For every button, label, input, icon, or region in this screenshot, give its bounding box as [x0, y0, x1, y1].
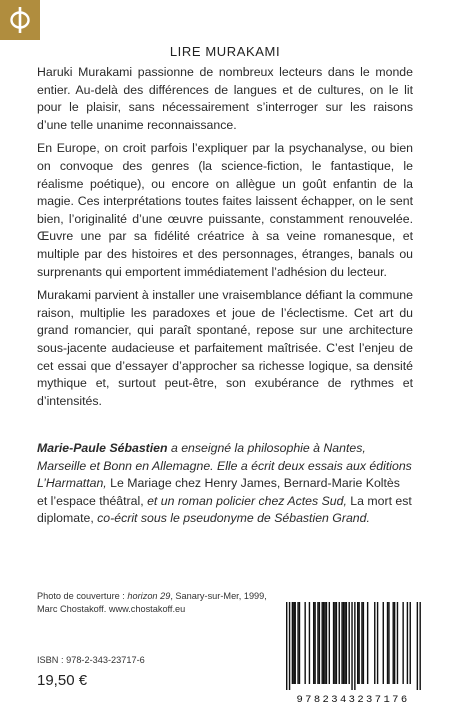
- barcode-bar: [393, 602, 394, 684]
- bio-segment-4: et un roman policier chez Actes Sud,: [147, 493, 351, 508]
- barcode: [277, 598, 429, 708]
- barcode-bar: [326, 602, 327, 684]
- barcode-bar: [394, 602, 395, 684]
- credit-prefix: Photo de couverture :: [37, 591, 128, 601]
- barcode-bar: [297, 602, 298, 684]
- author-name: Marie-Paule Sébastien: [37, 441, 168, 455]
- barcode-bar: [317, 602, 318, 684]
- barcode-bar: [334, 602, 335, 684]
- barcode-bar: [377, 602, 378, 684]
- barcode-bar: [322, 602, 323, 684]
- barcode-bar: [354, 602, 355, 690]
- barcode-bar: [417, 602, 418, 690]
- barcode-bar: [324, 602, 325, 684]
- barcode-bar: [402, 602, 403, 684]
- photo-credit: [37, 590, 297, 616]
- barcode-bars: [277, 598, 429, 694]
- barcode-bar: [336, 602, 337, 684]
- barcode-bar: [388, 602, 389, 684]
- barcode-bar: [319, 602, 320, 684]
- barcode-bar: [348, 602, 349, 684]
- barcode-bar: [361, 602, 362, 684]
- blurb: [37, 64, 413, 416]
- barcode-bar: [292, 602, 293, 684]
- price: 19,50 €: [37, 672, 88, 689]
- bio-segment-3: Le Mariage chez Henry James, Bernard-Marie Koltès et l’espace théâtral,: [37, 476, 400, 508]
- barcode-bar: [339, 602, 340, 684]
- isbn: ISBN : 978-2-343-23717-6: [37, 655, 145, 665]
- bio-segment-5: La mort est diplomate,: [37, 493, 412, 526]
- barcode-bar: [293, 602, 294, 684]
- phi-logo-icon: [0, 0, 40, 40]
- barcode-bar: [309, 602, 310, 684]
- barcode-bar: [346, 602, 347, 684]
- barcode-bar: [343, 602, 344, 684]
- credit-line2: Marc Chostakoff. www.chostakoff.eu: [37, 604, 186, 614]
- credit-rest: , Sanary-sur-Mer, 1999,: [170, 591, 267, 601]
- barcode-bar: [351, 602, 352, 690]
- barcode-bar: [313, 602, 314, 684]
- barcode-bar: [304, 602, 305, 684]
- barcode-number: 9782343237176: [296, 694, 410, 706]
- bio-segment-1: a enseigné la philosophie à Nantes, Marseille et Bonn en Allemagne. Elle a écrit deux essais aux éditions: [37, 441, 412, 473]
- blurb-paragraph-1: Haruki Murakami passionne de nombreux lecteurs dans le monde entier. Au-delà des différences de langues et de cultures, on le lit pour le plaisir, sans nécessairement s’interroger sur les raisons d’une telle unanime reconnaissance.: [37, 65, 413, 132]
- barcode-bar: [341, 602, 342, 684]
- barcode-bar: [363, 602, 364, 684]
- barcode-bar: [299, 602, 300, 684]
- barcode-bar: [387, 602, 388, 684]
- barcode-bar: [374, 602, 375, 684]
- book-title: LIRE MURAKAMI: [169, 44, 281, 59]
- blurb-paragraph-3: Murakami parvient à installer une vraisemblance défiant la commune raison, multiplie les paradoxes et joue de l’éclectisme. Cet art du grand romancier, qui paraît spontané, repose sur une architecture sous-jacente audacieuse et parfaitement maîtrisée. C’est l’enjeu de cet essai que d’essayer d’approcher sa richesse logique, sa densité mythique et, surtout peut-être, son exubérance de rythmes et d’intensités.: [37, 288, 413, 408]
- barcode-bar: [344, 602, 345, 684]
- blurb-paragraph-2: En Europe, on croit parfois l’expliquer par la psychanalyse, ou bien on convoque des genres (la science-fiction, le fantastique, le réalisme poétique), ou encore on allègue un goût enfantin de la magie. Ces interprétations toutes faites laissent échapper, on le sent bien, l’originalité d’une œuvre puissante, constamment renouvelée. Œuvre une par sa fidélité créatrice à sa veine romanesque, et multiple par des histoires et des personnages, étranges, banals ou surprenants qui emportent immédiatement l’adhésion du lecteur.: [37, 141, 413, 279]
- bio-segment-2: L’Harmattan,: [37, 476, 111, 491]
- barcode-bar: [367, 602, 368, 684]
- barcode-bar: [289, 602, 290, 690]
- barcode-bar: [333, 602, 334, 684]
- barcode-bar: [286, 602, 287, 690]
- barcode-bar: [358, 602, 359, 684]
- credit-work: horizon 29: [127, 591, 171, 601]
- barcode-bar: [383, 602, 384, 684]
- author-bio: [37, 440, 413, 528]
- barcode-bar: [314, 602, 315, 684]
- bio-segment-6: co-écrit sous le pseudonyme de Sébastien Grand.: [97, 511, 370, 526]
- barcode-bar: [419, 602, 420, 690]
- barcode-bar: [329, 602, 330, 684]
- barcode-bar: [397, 602, 398, 684]
- barcode-bar: [323, 602, 324, 684]
- barcode-bar: [410, 602, 411, 684]
- publisher-logo: [0, 0, 40, 40]
- barcode-bar: [295, 602, 296, 684]
- barcode-bar: [357, 602, 358, 684]
- barcode-bar: [407, 602, 408, 684]
